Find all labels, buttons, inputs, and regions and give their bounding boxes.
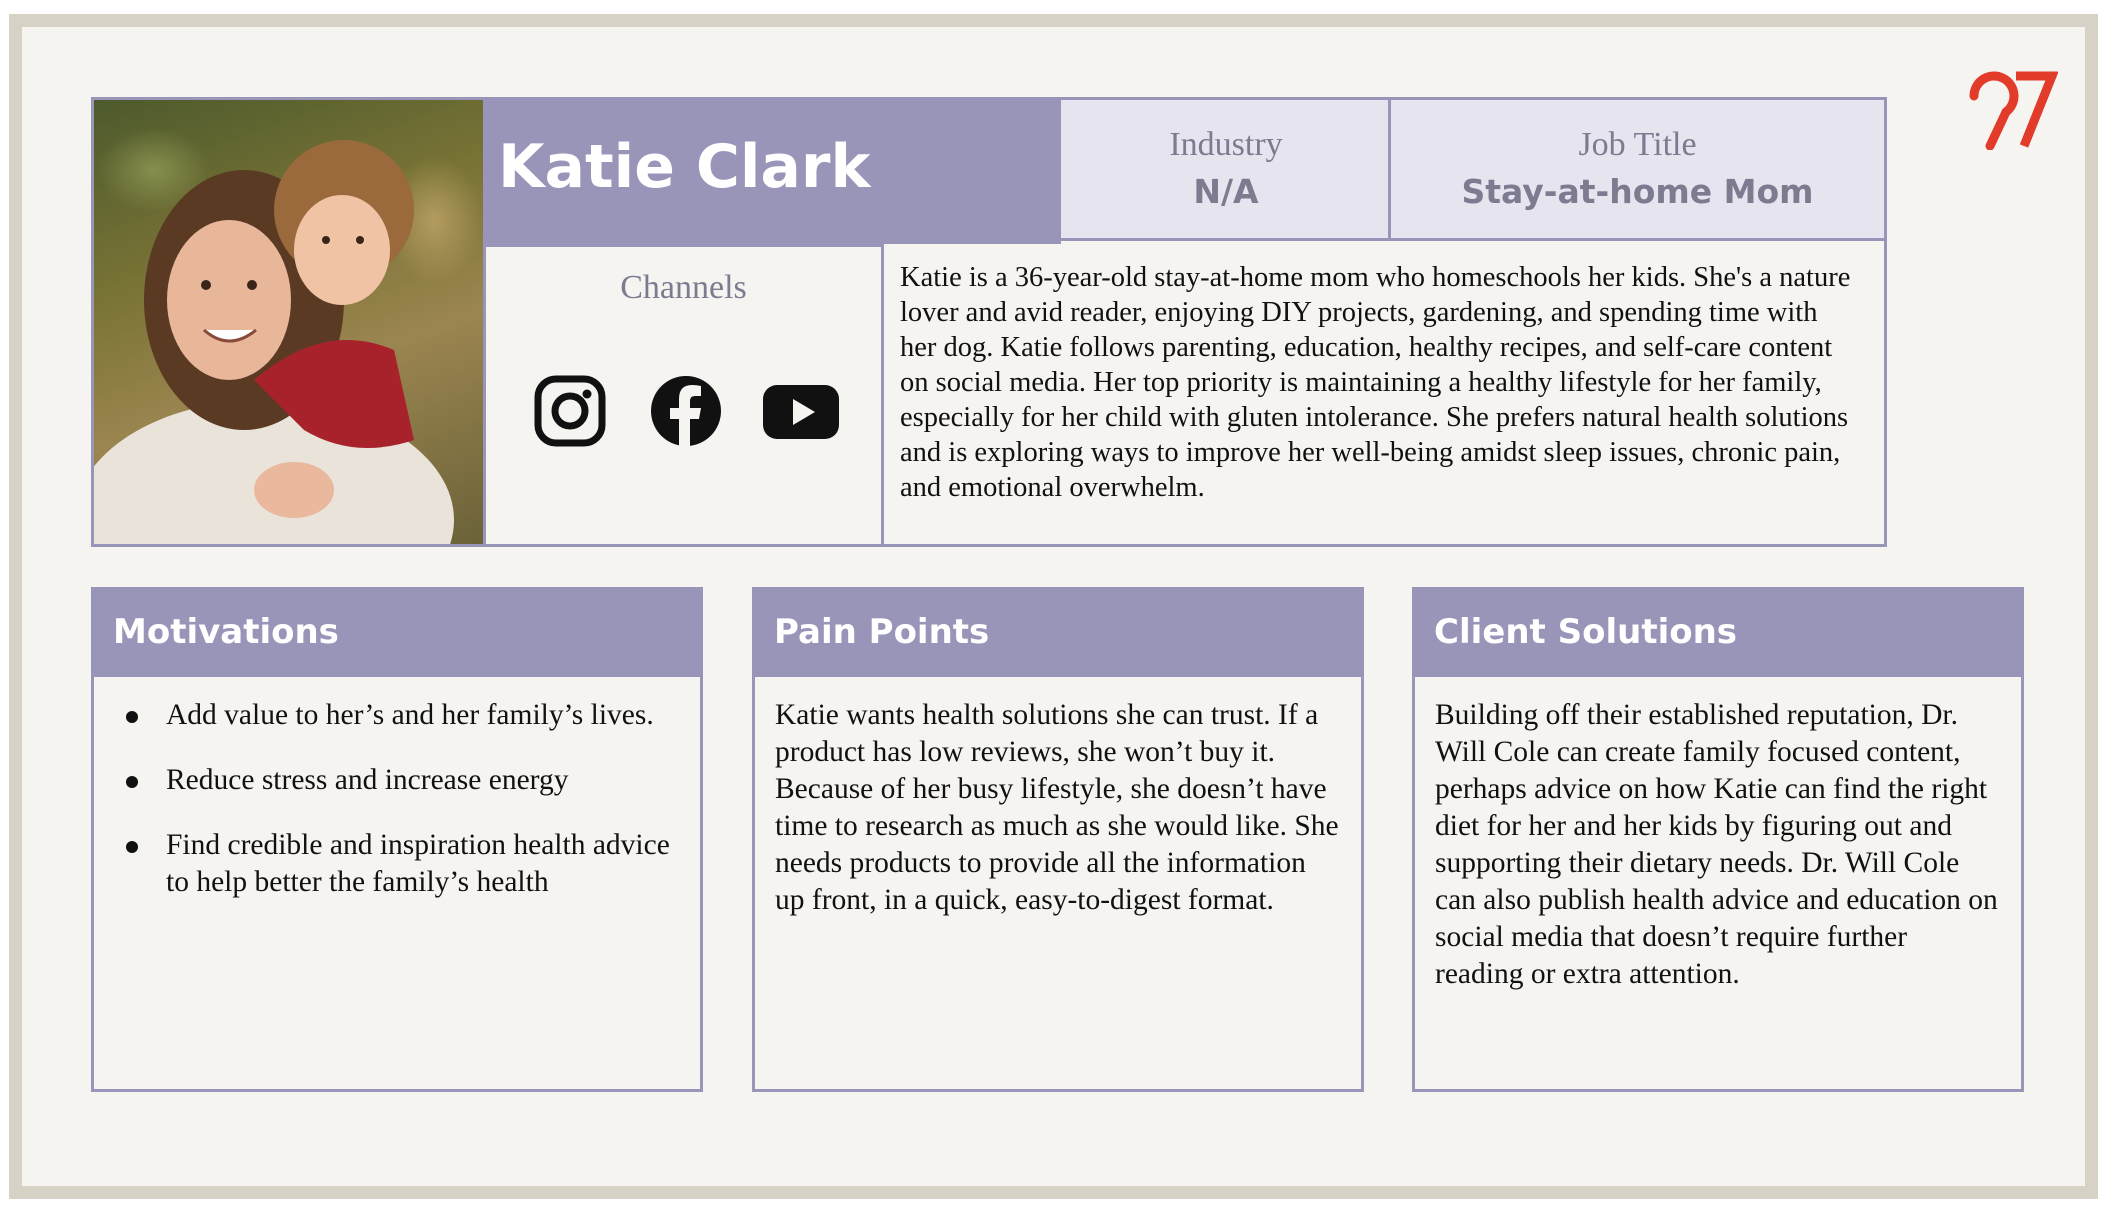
- list-item: Add value to her’s and her family’s lives.: [94, 697, 700, 734]
- motivations-card: [91, 587, 703, 1092]
- job-title-label: Job Title: [1578, 126, 1697, 163]
- pain-points-title: Pain Points: [774, 612, 990, 652]
- persona-name: Katie Clark: [498, 132, 871, 202]
- persona-bio: Katie is a 36-year-old stay-at-home mom who homeschools her kids. She's a nature lover and avid reader, enjoying DIY projects, gardening, and spending time with her dog. Katie follows parenting, education, healthy recipes, and self-care content on social media. Her top priority is maintaining a healthy lifestyle for her family, especially for her child with gluten intolerance. She prefers natural health solutions and is exploring ways to improve her well-being amidst sleep issues, chronic pain, and emotional overwhelm.: [900, 262, 1851, 503]
- pain-points-text: Katie wants health solutions she can trust. If a product has low reviews, she won’t buy it. Because of her busy lifestyle, she doesn’t have time to research as much as she would like. She needs products to provide all the information up front, in a quick, easy-to-digest format.: [775, 699, 1339, 916]
- client-solutions-title: Client Solutions: [1434, 612, 1738, 652]
- pain-points-card: [752, 587, 1364, 1092]
- client-solutions-text: Building off their established reputation, Dr. Will Cole can create family focused content, perhaps advice on how Katie can find the right diet for her and her kids by figuring out and supporting their dietary needs. Dr. Will Cole can also publish health advice and education on social media that doesn’t require further reading or extra attention.: [1435, 699, 1998, 990]
- industry-cell: [1058, 100, 1391, 241]
- brand-logo-icon: [1966, 66, 2058, 150]
- motivations-header: [94, 590, 700, 677]
- persona-photo: [94, 100, 486, 544]
- industry-label: Industry: [1169, 126, 1283, 163]
- motivations-list: [94, 697, 700, 901]
- job-title-value: Stay-at-home Mom: [1461, 172, 1814, 211]
- persona-name-bar: [486, 100, 1061, 244]
- job-title-cell: [1388, 100, 1884, 241]
- motivations-title: Motivations: [113, 612, 339, 652]
- channels-label: Channels: [620, 269, 747, 306]
- client-solutions-header: [1415, 590, 2021, 677]
- facebook-icon: [650, 375, 722, 447]
- list-item: Find credible and inspiration health advice to help better the family’s health: [94, 827, 700, 901]
- persona-photo-illustration: [94, 100, 483, 544]
- pain-points-header: [755, 590, 1361, 677]
- persona-profile-card: [91, 97, 1887, 547]
- channels-section: [486, 244, 884, 544]
- industry-value: N/A: [1193, 172, 1259, 211]
- youtube-icon: [761, 375, 841, 447]
- client-solutions-card: [1412, 587, 2024, 1092]
- instagram-icon: [534, 375, 606, 447]
- list-item: Reduce stress and increase energy: [94, 762, 700, 799]
